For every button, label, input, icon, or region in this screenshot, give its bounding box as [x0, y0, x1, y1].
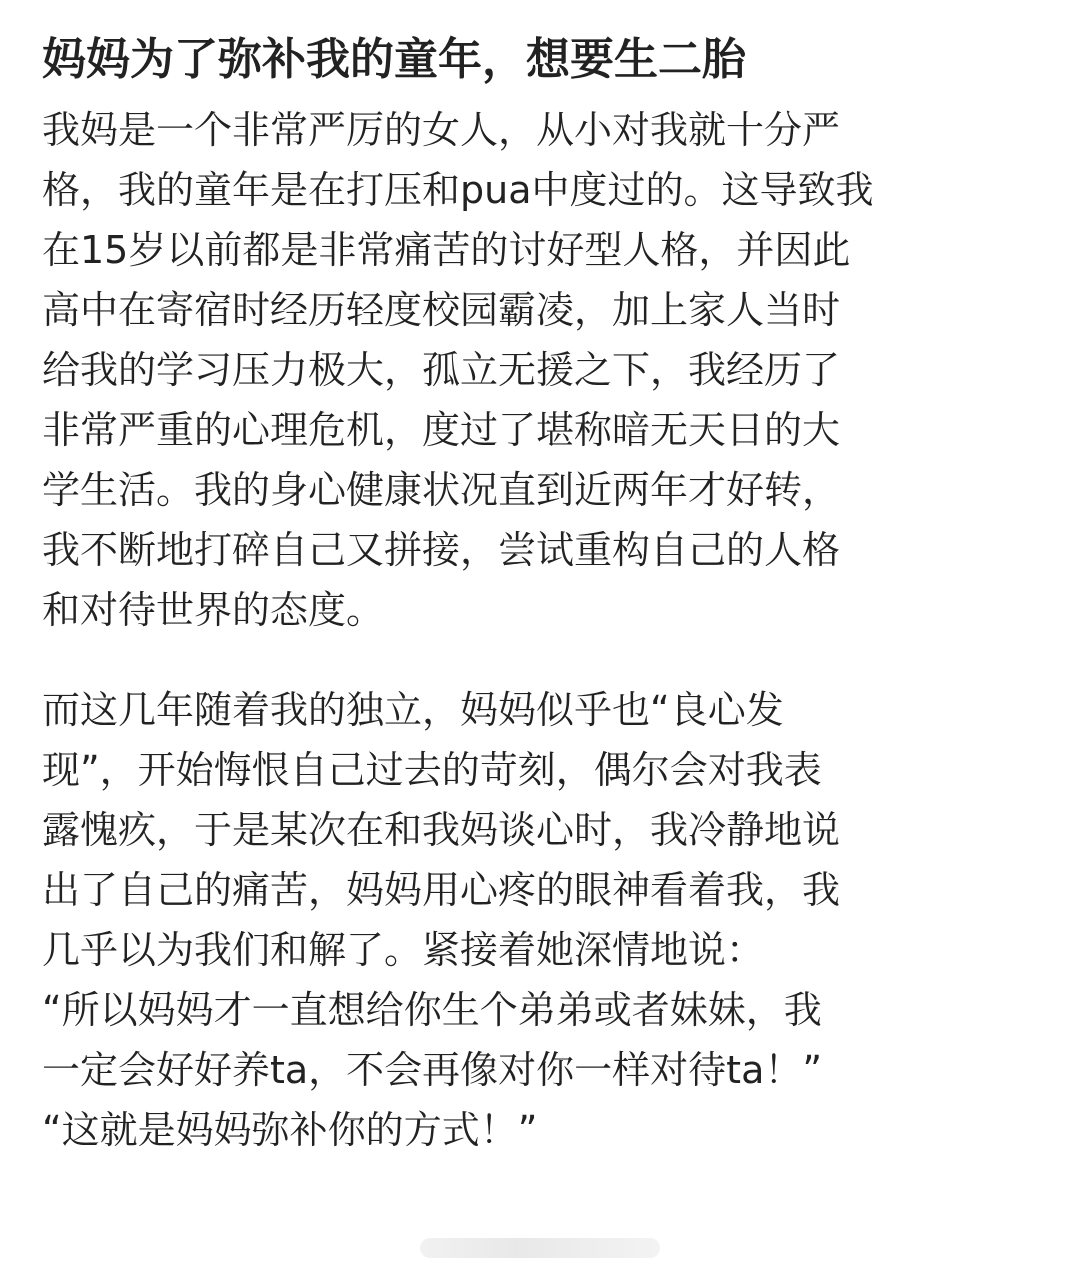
paragraph-line: “所以妈妈才一直想给你生个弟弟或者妹妹，我 — [42, 988, 822, 1032]
paragraph-line: 非常严重的心理危机，度过了堪称暗无天日的大 — [42, 408, 841, 452]
paragraph-line: 我妈是一个非常严厉的女人，从小对我就十分严 — [42, 108, 841, 152]
paragraph-line: 在15岁以前都是非常痛苦的讨好型人格，并因此 — [42, 228, 851, 272]
post-paragraph-1 — [42, 100, 1042, 640]
paragraph-line: 给我的学习压力极大，孤立无援之下，我经历了 — [42, 348, 841, 392]
paragraph-line: 学生活。我的身心健康状况直到近两年才好转， — [42, 468, 841, 512]
paragraph-line: 几乎以为我们和解了。紧接着她深情地说： — [42, 928, 765, 972]
paragraph-line: 我不断地打碎自己又拼接，尝试重构自己的人格 — [42, 528, 841, 572]
paragraph-line: 出了自己的痛苦，妈妈用心疼的眼神看着我，我 — [42, 868, 841, 912]
post-paragraph-2 — [42, 680, 1042, 1160]
blurred-watermark — [420, 1238, 660, 1258]
post-title: 妈妈为了弥补我的童年，想要生二胎 — [42, 34, 746, 85]
paragraph-line: 一定会好好养ta，不会再像对你一样对待ta！” — [42, 1048, 823, 1092]
paragraph-spacer — [42, 640, 1042, 680]
paragraph-line: 格，我的童年是在打压和pua中度过的。这导致我 — [42, 168, 874, 212]
post-content — [42, 20, 1042, 1160]
paragraph-line: 现”，开始悔恨自己过去的苛刻，偶尔会对我表 — [42, 748, 822, 792]
paragraph-line: 而这几年随着我的独立，妈妈似乎也“良心发 — [42, 688, 784, 732]
paragraph-line: “这就是妈妈弥补你的方式！” — [42, 1108, 538, 1152]
paragraph-line: 和对待世界的态度。 — [42, 588, 385, 632]
paragraph-line: 露愧疚，于是某次在和我妈谈心时，我冷静地说 — [42, 808, 841, 852]
paragraph-line: 高中在寄宿时经历轻度校园霸凌，加上家人当时 — [42, 288, 841, 332]
